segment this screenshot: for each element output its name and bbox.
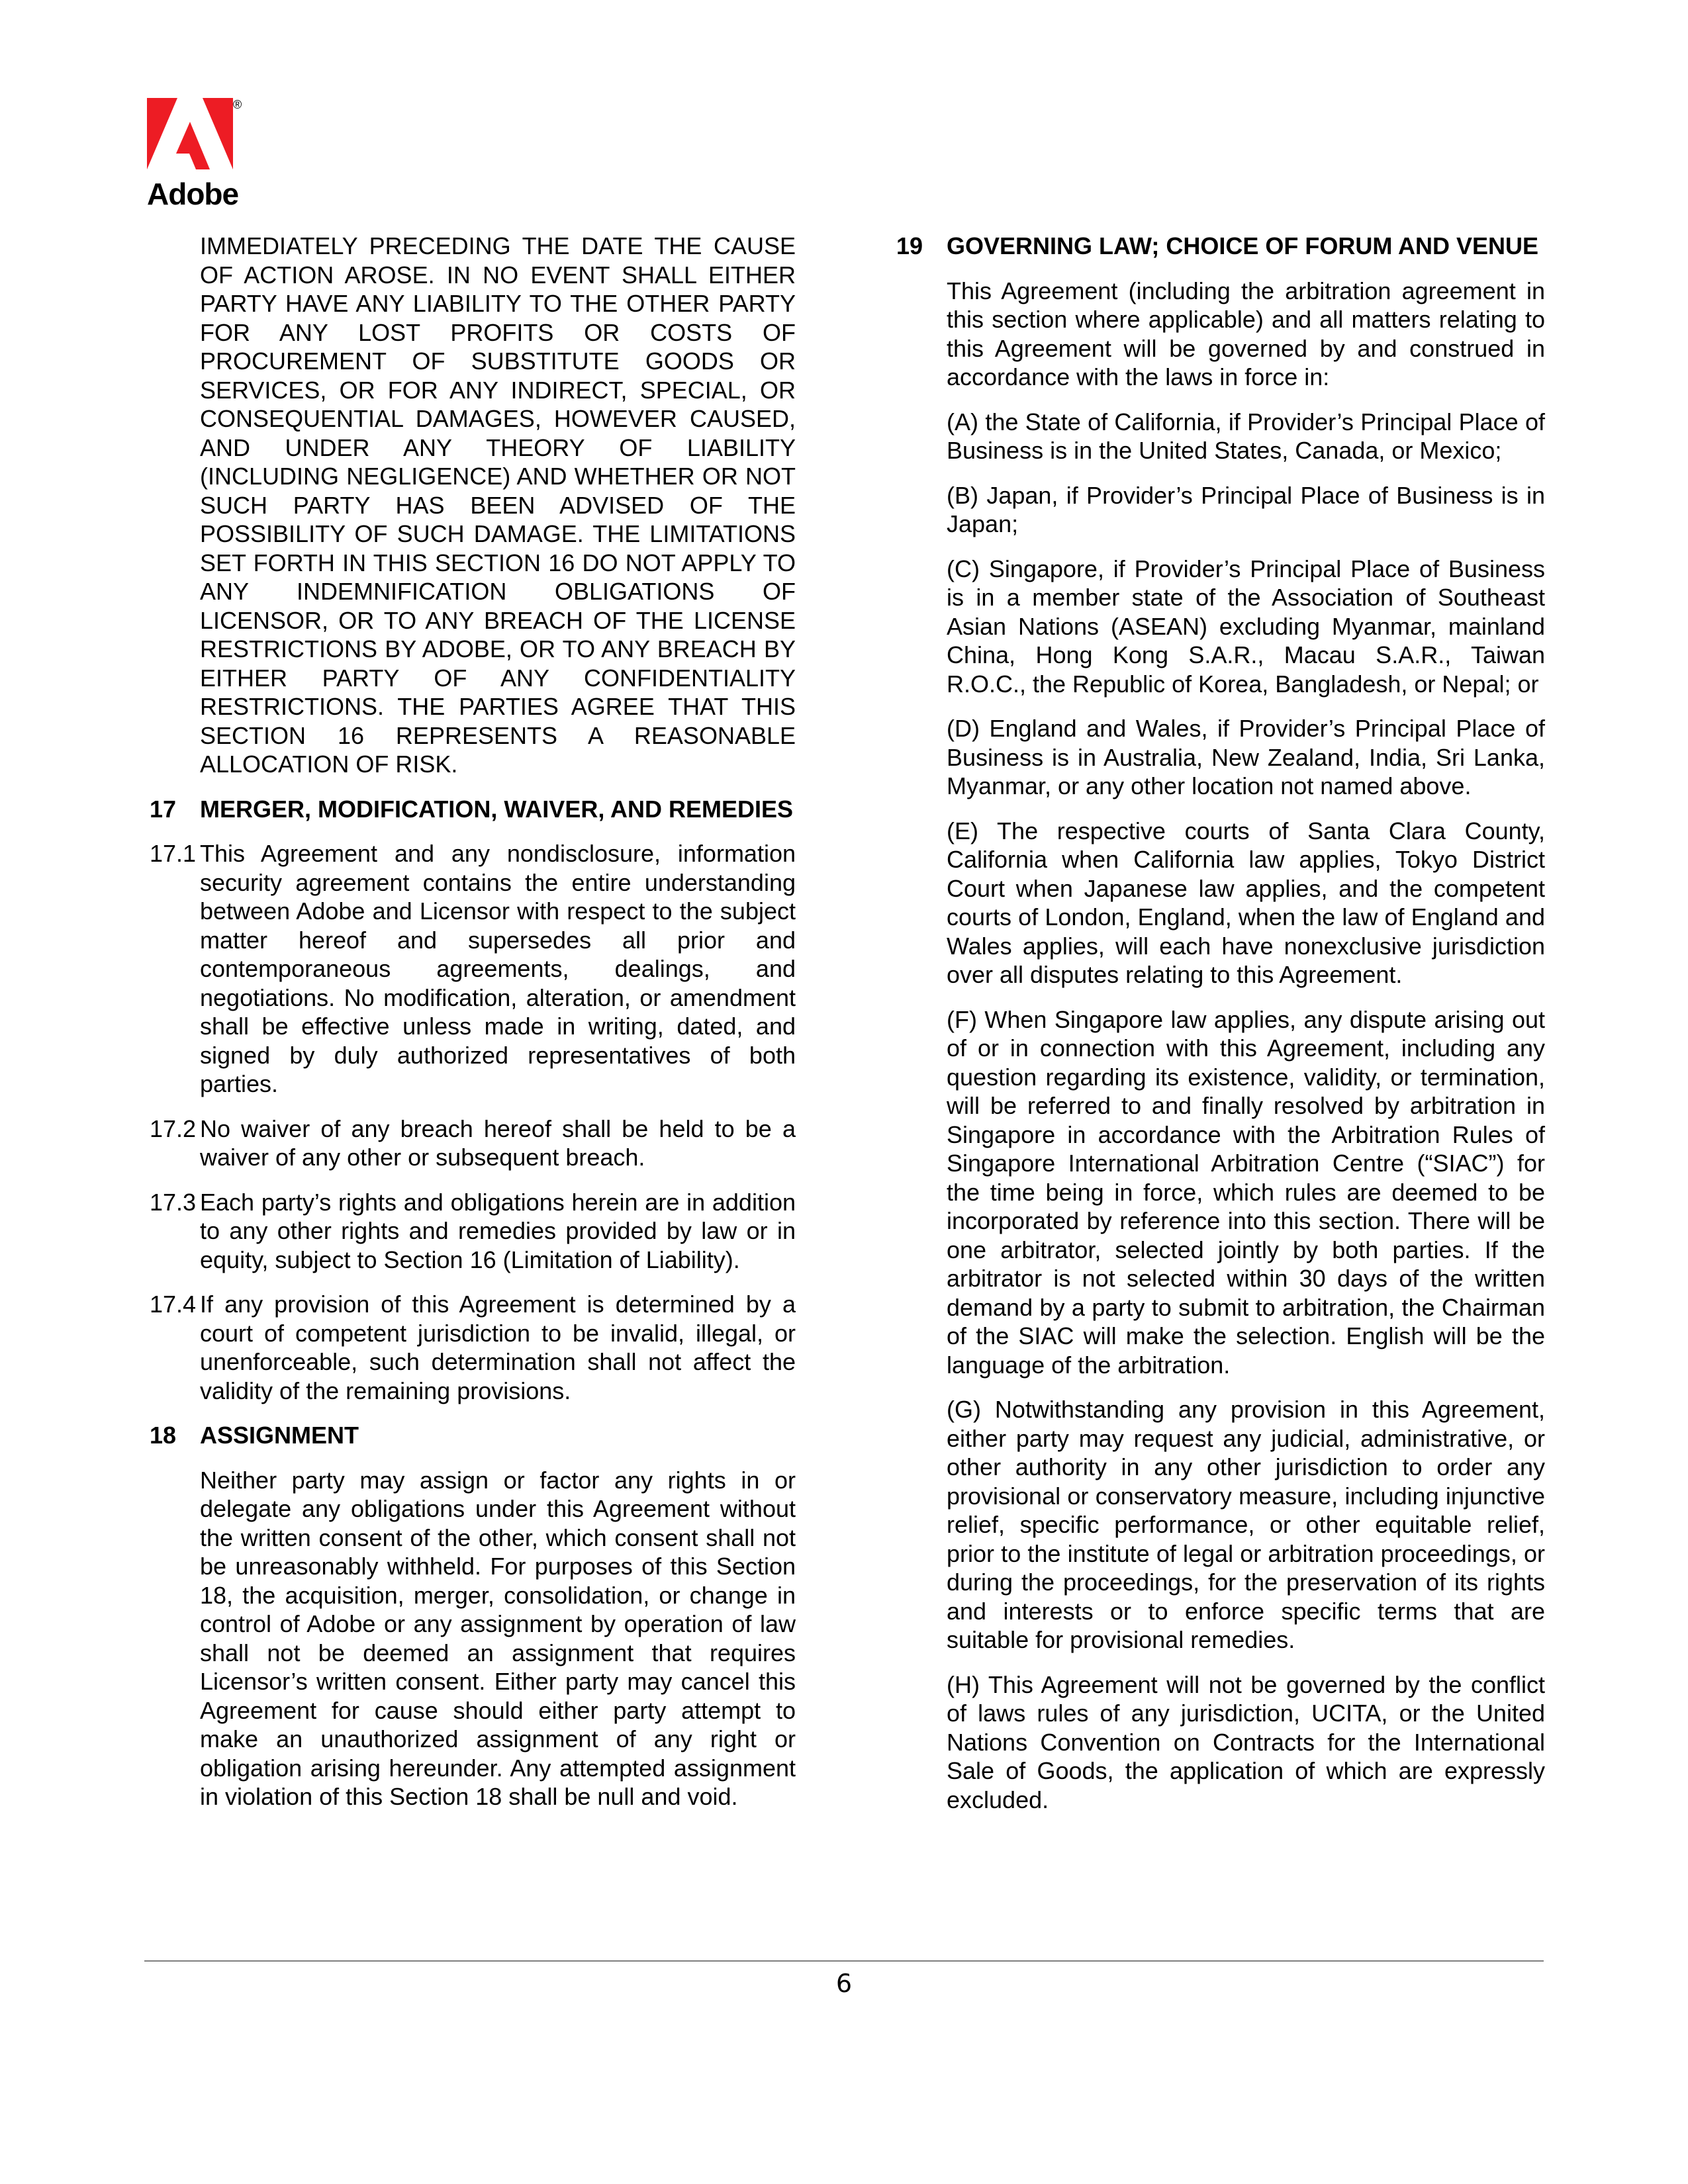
section18-heading	[150, 1421, 796, 1450]
clause-text: Each party’s rights and obligations herein are in addition to any other rights and remedies provided by law or in equity, subject to Section 16 (Limitation of Liability).	[200, 1188, 796, 1273]
section17-number: 17	[150, 795, 177, 823]
section18-title: ASSIGNMENT	[200, 1422, 359, 1449]
clause-text: This Agreement and any nondisclosure, information security agreement contains the entire understanding between Adobe and Licensor with respect to the subject matter hereof and supersedes all prior and contemporaneous agreements, dealings, and negotiations. No modification, alteration, or amendment shall be effective unless made in writing, dated, and signed by duly authorized representatives of both parties.	[200, 840, 796, 1097]
clause-text: No waiver of any breach hereof shall be held to be a waiver of any other or subsequent breach.	[200, 1115, 796, 1171]
clause-text: If any provision of this Agreement is determined by a court of competent jurisdiction to be invalid, illegal, or unenforceable, such determination shall not affect the validity of the remaining provisions.	[200, 1291, 796, 1404]
page-number: 6	[835, 1969, 853, 1998]
paragraph-d: (D) England and Wales, if Provider’s Principal Place of Business is in Australia, New Zealand, India, Sri Lanka, Myanmar, or any other location not named above.	[947, 715, 1545, 799]
paragraph-g: (G) Notwithstanding any provision in this Agreement, either party may request any judicial, administrative, or other authority in any other jurisdiction to order any provisional or conservatory measure, including injunctive relief, specific performance, or other equitable relief, prior to the institute of legal or arbitration proceedings, or during the proceedings, for the preservation of its rights and interests or to enforce specific terms that are suitable for provisional remedies.	[947, 1396, 1545, 1653]
clause-17-2	[150, 1115, 796, 1172]
adobe-wordmark: Adobe	[147, 177, 239, 211]
section19-intro: This Agreement (including the arbitration agreement in this section where applicable) and all matters relating to this Agreement will be governed by and construed in accordance with the laws in force in:	[947, 277, 1545, 390]
clause-number: 17.1	[150, 840, 197, 867]
left-column	[150, 232, 796, 1811]
registered-mark: ®	[233, 98, 242, 111]
section18-number: 18	[150, 1422, 177, 1449]
section19-heading	[896, 232, 1545, 261]
section19-title: GOVERNING LAW; CHOICE OF FORUM AND VENUE	[947, 232, 1539, 259]
clause-number: 17.4	[150, 1291, 197, 1318]
section19-number: 19	[896, 232, 923, 259]
clause-number: 17.3	[150, 1188, 197, 1216]
section16-continuation: IMMEDIATELY PRECEDING THE DATE THE CAUSE OF ACTION AROSE. IN NO EVENT SHALL EITHER PARTY HAVE ANY LIABILITY TO THE OTHER PARTY FOR ANY LOST PROFITS OR COSTS OF PROCUREMENT OF SUBSTITUTE GOODS OR SERVICES, OR FOR ANY INDIRECT, SPECIAL, OR CONSEQUENTIAL DAMAGES, HOWEVER CAUSED, AND UNDER ANY THEORY OF LIABILITY (INCLUDING NEGLIGENCE) AND WHETHER OR NOT SUCH PARTY HAS BEEN ADVISED OF THE POSSIBILITY OF SUCH DAMAGE. THE LIMITATIONS SET FORTH IN THIS SECTION 16 DO NOT APPLY TO ANY INDEMNIFICATION OBLIGATIONS OF LICENSOR, OR TO ANY BREACH OF THE LICENSE RESTRICTIONS BY ADOBE, OR TO ANY BREACH BY EITHER PARTY OF ANY CONFIDENTIALITY RESTRICTIONS. THE PARTIES AGREE THAT THIS SECTION 16 REPRESENTS A REASONABLE ALLOCATION OF RISK.	[200, 232, 796, 778]
paragraph-h: (H) This Agreement will not be governed by the conflict of laws rules of any jurisdiction, UCITA, or the United Nations Convention on Contracts for the International Sale of Goods, the application of which are expressly excluded.	[947, 1670, 1545, 1813]
section17-title: MERGER, MODIFICATION, WAIVER, AND REMEDIES	[200, 795, 794, 823]
clause-number: 17.2	[150, 1115, 197, 1142]
clause-17-3	[150, 1188, 796, 1275]
paragraph-c: (C) Singapore, if Provider’s Principal Place of Business is in a member state of the Association of Southeast Asian Nations (ASEAN) excluding Myanmar, mainland China, Hong Kong S.A.R., Macau S.A.R., Taiwan R.O.C., the Republic of Korea, Bangladesh, or Nepal; or	[947, 555, 1545, 698]
section17-heading	[150, 795, 796, 824]
adobe-logo	[147, 98, 240, 210]
clause-17-4	[150, 1290, 796, 1405]
adobe-logo-mark-icon	[147, 98, 233, 169]
paragraph-f: (F) When Singapore law applies, any dispute arising out of or in connection with this Agreement, including any question regarding its existence, validity, or termination, will be referred to and finally resolved by arbitration in Singapore in accordance with the Arbitration Rules of Singapore International Arbitration Centre (“SIAC”) for the time being in force, which rules are deemed to be incorporated by reference into this section. There will be one arbitrator, selected jointly by both parties. If the arbitrator is not selected within 30 days of the written demand by a party to submit to arbitration, the Chairman of the SIAC will make the selection. English will be the language of the arbitration.	[947, 1005, 1545, 1379]
paragraph-b: (B) Japan, if Provider’s Principal Place of Business is in Japan;	[947, 481, 1545, 537]
right-column	[896, 232, 1545, 1814]
paragraph-a: (A) the State of California, if Provider’s Principal Place of Business is in the United States, Canada, or Mexico;	[947, 408, 1545, 464]
footer-divider	[144, 1960, 1544, 1962]
paragraph-e: (E) The respective courts of Santa Clara County, California when California law applies, Tokyo District Court when Japanese law applies, and the competent courts of London, England, when the law of England and Wales applies, will each have nonexclusive jurisdiction over all disputes relating to this Agreement.	[947, 817, 1545, 988]
clause-17-1	[150, 839, 796, 1099]
section18-text: Neither party may assign or factor any rights in or delegate any obligations under this Agreement without the written consent of the other, which consent shall not be unreasonably withheld. For purposes of this Section 18, the acquisition, merger, consolidation, or change in control of Adobe or any assignment by operation of law shall not be deemed an assignment that requires Licensor’s written consent. Either party may cancel this Agreement for cause should either party attempt to make an unauthorized assignment of any right or obligation arising hereunder. Any attempted assignment in violation of this Section 18 shall be null and void.	[200, 1466, 796, 1810]
